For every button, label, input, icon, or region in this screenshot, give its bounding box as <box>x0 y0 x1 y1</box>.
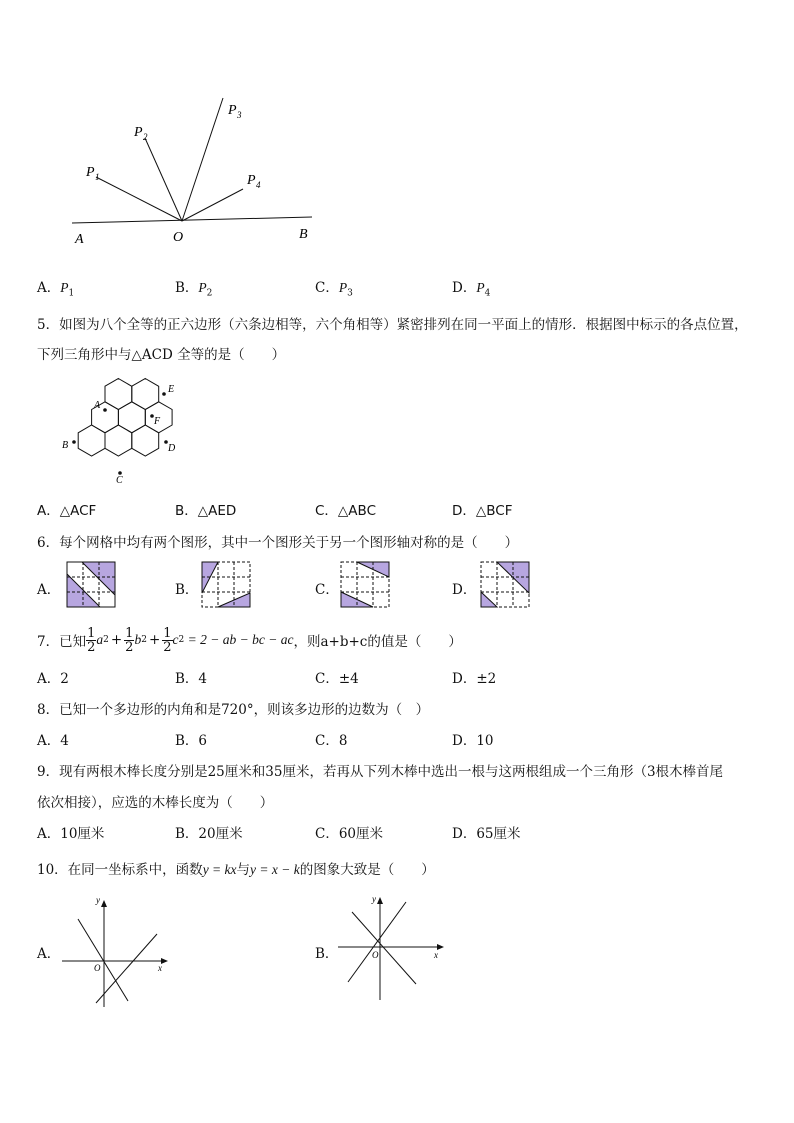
q7-option-a[interactable]: A．2 <box>37 671 69 687</box>
line-ab <box>72 217 312 223</box>
q4-option-d[interactable]: D．$P_4$ <box>452 280 491 299</box>
q8-stem: 8．已知一个多边形的内角和是720°，则该多边形的边数为（ ） <box>37 702 430 718</box>
ray-op2 <box>145 138 182 221</box>
q8-option-a[interactable]: A．4 <box>37 733 69 749</box>
label-p2-sub: 2 <box>143 132 148 142</box>
label-o: O <box>173 230 184 245</box>
label-p4-sub: 4 <box>256 180 261 190</box>
q5-option-c[interactable]: C．△ABC <box>315 503 376 519</box>
label-p4: P <box>247 173 256 188</box>
q10-graph-a <box>60 895 175 1010</box>
q5-option-d[interactable]: D．△BCF <box>452 503 513 519</box>
hexagon <box>118 402 145 433</box>
q6-stem: 6．每个网格中均有两个图形，其中一个图形关于另一个图形轴对称的是（ ） <box>37 535 519 551</box>
q10-stem: 10．在同一坐标系中，函数y = kx与y = x − k的图象大致是（ ） <box>37 862 435 878</box>
q5-option-b[interactable]: B．△AED <box>175 503 237 519</box>
q6-grid-b <box>201 561 253 609</box>
ray-op1 <box>96 177 182 221</box>
q9-stem-line1: 9．现有两根木棒长度分别是25厘米和35厘米，若再从下列木棒中选出一根与这两根组成一个三角形（3根木棒首尾 <box>37 764 724 780</box>
label-p3-sub: 3 <box>237 110 242 120</box>
label-p2: P <box>134 125 143 140</box>
q9-stem-line2: 依次相接），应选的木棒长度为（ ） <box>37 795 274 811</box>
hexagon <box>132 379 159 410</box>
q6-letter-b[interactable]: B． <box>175 582 199 598</box>
label-p3: P <box>228 103 237 118</box>
hexagon-figure <box>58 376 193 486</box>
q9-option-d[interactable]: D．65厘米 <box>452 826 521 842</box>
fraction: $\frac{1}{2}$ <box>87 625 96 655</box>
hex-label-f: F <box>154 416 161 427</box>
hex-label-a: A <box>94 400 101 411</box>
svg-text:y: y <box>372 894 376 904</box>
hex-label-b: B <box>62 440 69 451</box>
q9-option-a[interactable]: A．10厘米 <box>37 826 105 842</box>
q7-option-d[interactable]: D．±2 <box>452 671 497 687</box>
label-p1-sub: 1 <box>95 172 100 182</box>
q8-option-b[interactable]: B．6 <box>175 733 208 749</box>
label-p1: P <box>86 165 95 180</box>
fraction: $\frac{1}{2}$ <box>163 625 172 655</box>
q4-option-c[interactable]: C．$P_3$ <box>315 280 353 299</box>
hexagon <box>105 379 132 410</box>
label-a: A <box>75 232 84 247</box>
q4-option-b[interactable]: B．$P_2$ <box>175 280 213 299</box>
q7-option-b[interactable]: B．4 <box>175 671 208 687</box>
hex-label-e: E <box>168 384 175 395</box>
svg-text:y: y <box>96 895 100 905</box>
q6-letter-d[interactable]: D． <box>452 582 477 598</box>
q9-option-b[interactable]: B．20厘米 <box>175 826 243 842</box>
svg-text:x: x <box>158 963 162 973</box>
q8-option-c[interactable]: C．8 <box>315 733 348 749</box>
q5-stem-line2: 下列三角形中与△ACD 全等的是（ ） <box>37 347 286 363</box>
q10-letter-a[interactable]: A． <box>37 946 61 962</box>
svg-text:x: x <box>434 950 438 960</box>
q7-option-c[interactable]: C．±4 <box>315 671 359 687</box>
svg-text:O: O <box>94 963 101 973</box>
q10-letter-b[interactable]: B． <box>315 946 339 962</box>
svg-text:O: O <box>372 950 379 960</box>
label-b: B <box>299 227 308 242</box>
q5-stem-line1: 5．如图为八个全等的正六边形（六条边相等，六个角相等）紧密排列在同一平面上的情形．根据图中标示的各点位置， <box>37 317 748 333</box>
q9-option-c[interactable]: C．60厘米 <box>315 826 384 842</box>
q4-option-a[interactable]: A．$P_1$ <box>37 280 75 299</box>
angle-figure <box>60 90 330 250</box>
q8-option-d[interactable]: D．10 <box>452 733 494 749</box>
q6-letter-c[interactable]: C． <box>315 582 339 598</box>
hexagon <box>132 425 159 456</box>
hexagon <box>105 425 132 456</box>
q6-grid-c <box>340 561 392 609</box>
q10-graph-b <box>336 892 451 1007</box>
hex-label-c: C <box>116 475 123 486</box>
q7-stem: 7．已知 $\frac{1}{2}$ a 2 + $\frac{1}{2}$ b 2 + $\frac{1}{2}$ c 2 = 2 − ab − bc − ac ，则a+b+c的值是（ ） <box>37 625 462 655</box>
hexagon <box>78 425 105 456</box>
fraction: $\frac{1}{2}$ <box>125 625 134 655</box>
q6-grid-a <box>66 561 118 609</box>
q6-grid-d <box>480 561 532 609</box>
q6-letter-a[interactable]: A． <box>37 582 61 598</box>
q5-option-a[interactable]: A．△ACF <box>37 503 97 519</box>
hex-label-d: D <box>168 443 176 454</box>
